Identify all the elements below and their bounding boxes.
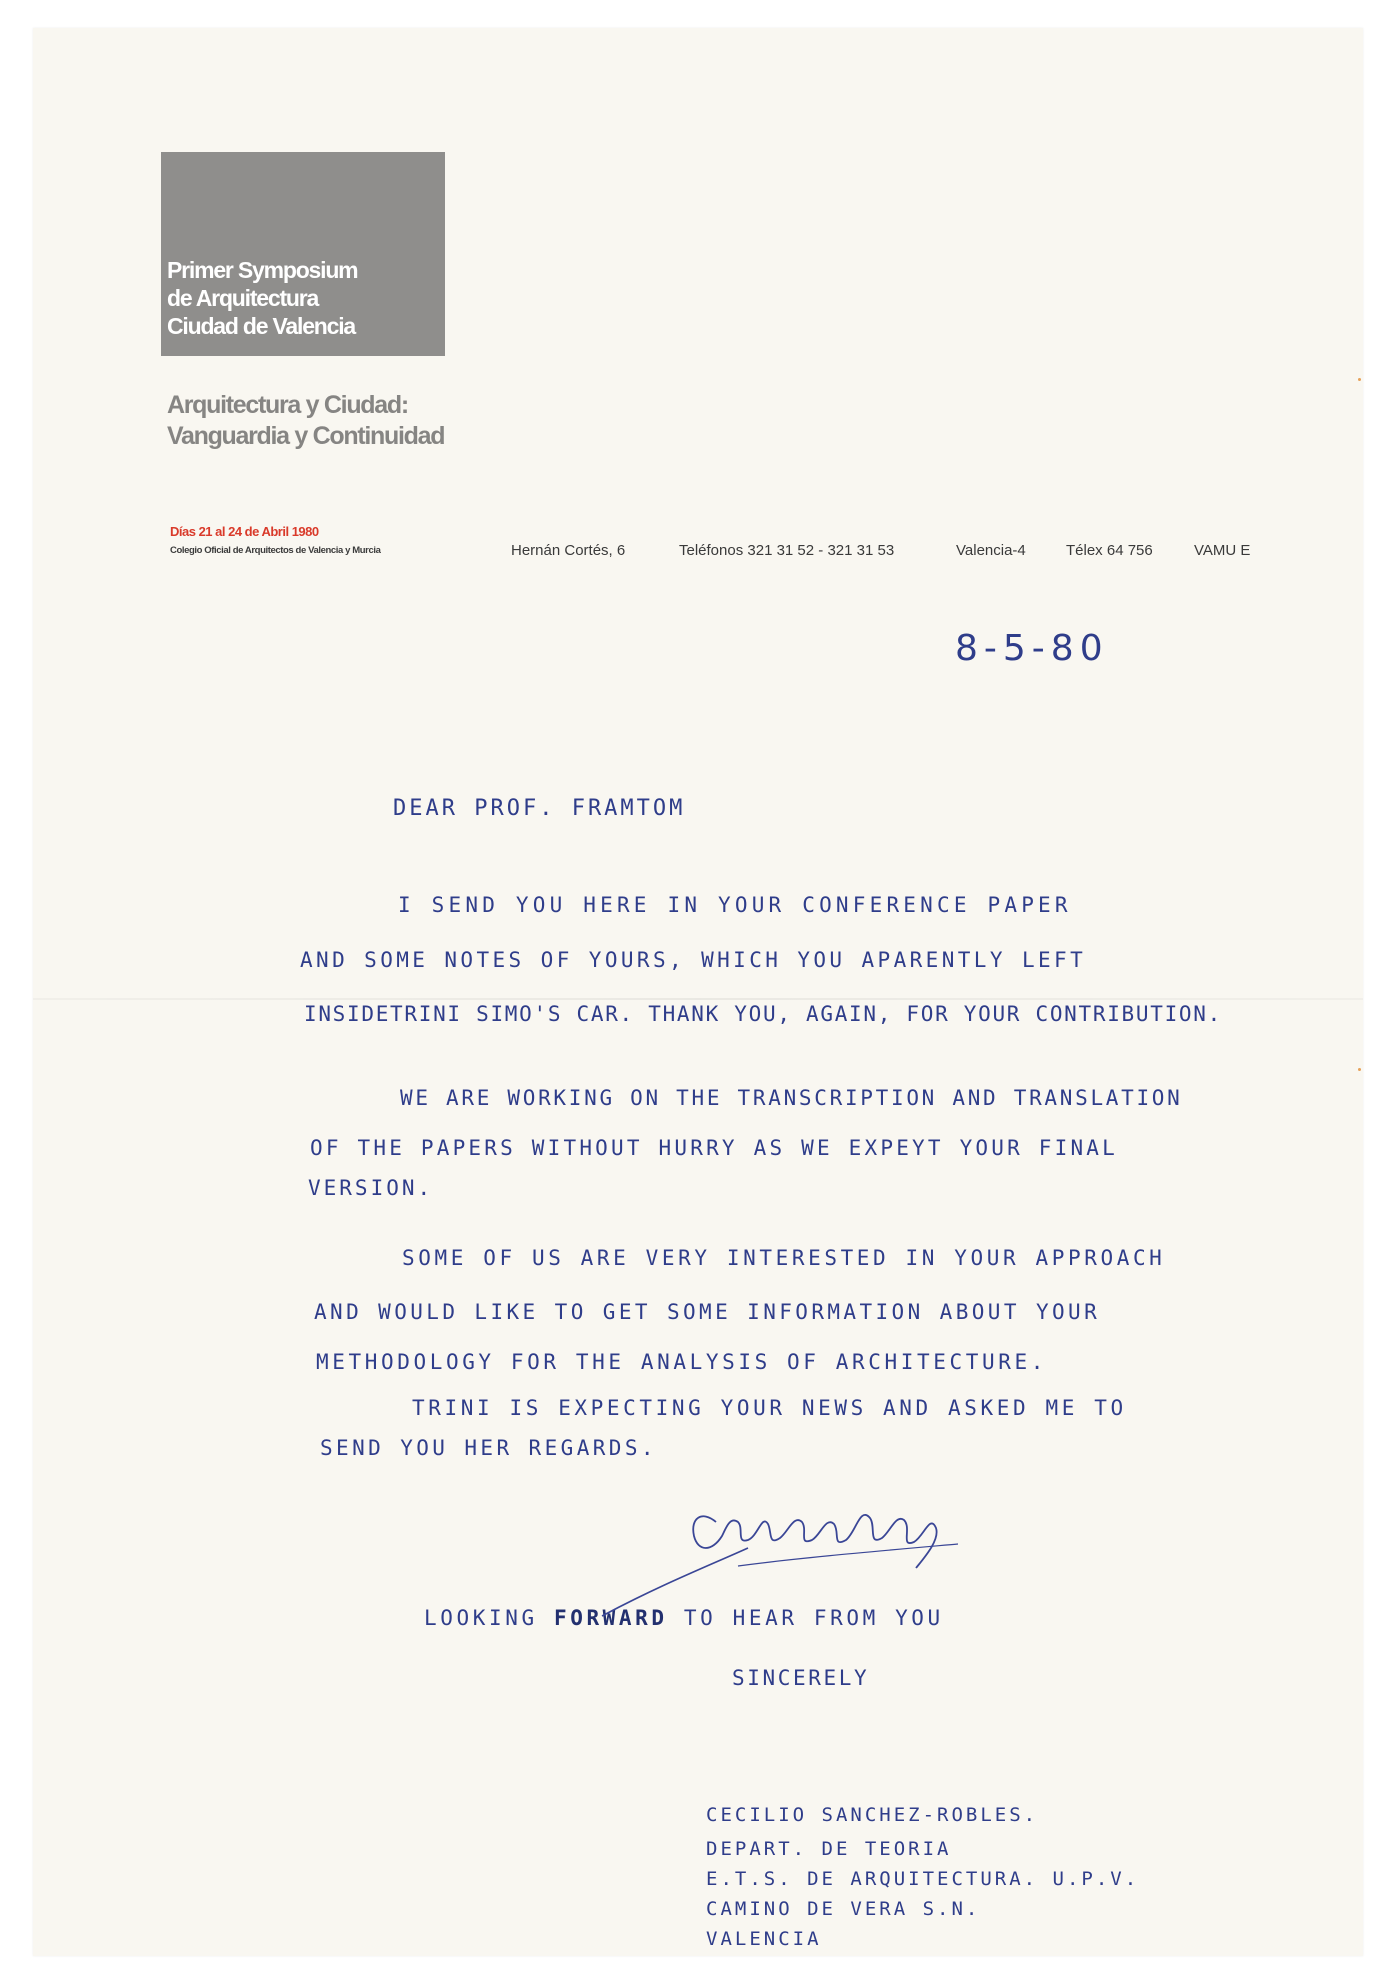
letter-sign-off: SINCERELY [732,1666,870,1690]
closing-word: LOOKING [424,1606,538,1630]
letterhead-city: Valencia-4 [956,542,1026,559]
letterhead-telex-code: VAMU E [1194,542,1251,559]
letter-line: SOME OF US ARE VERY INTERESTED IN YOUR APPROACH [402,1246,1166,1270]
letterhead-telex: Télex 64 756 [1066,542,1153,559]
colegio-name: Colegio Oficial de Arquitectos de Valencia y Murcia [170,545,381,556]
handwritten-signature [598,1466,998,1626]
sender-name: CECILIO SANCHEZ-ROBLES. [706,1804,1039,1826]
subtitle-line: Arquitectura y Ciudad: [167,391,408,419]
subtitle-line: Vanguardia y Continuidad [167,422,445,450]
logo-line: de Arquitectura [167,285,319,311]
closing-word: TO HEAR FROM YOU [683,1606,944,1630]
letter-line: VERSION. [308,1176,434,1200]
logo-line: Primer Symposium [167,257,358,283]
paper-fold [33,998,1363,1000]
sender-department: DEPART. DE TEORIA [706,1838,952,1860]
letterhead-phones: Teléfonos 321 31 52 - 321 31 53 [679,542,895,559]
letter-line: SEND YOU HER REGARDS. [320,1436,657,1460]
letter-line: AND SOME NOTES OF YOURS, WHICH YOU APARENTLY LEFT [300,948,1087,972]
letter-line: INSIDETRINI SIMO'S CAR. THANK YOU, AGAIN, FOR YOUR CONTRIBUTION. [304,1002,1222,1026]
sender-street: CAMINO DE VERA S.N. [706,1898,981,1920]
letter-line: AND WOULD LIKE TO GET SOME INFORMATION ABOUT YOUR [314,1300,1101,1324]
symposium-dates: Días 21 al 24 de Abril 1980 [170,524,319,539]
sender-city: VALENCIA [706,1928,822,1950]
letter-line: I SEND YOU HERE IN YOUR CONFERENCE PAPER [398,893,1072,917]
letter-date: 8-5-80 [955,628,1109,669]
letter-salutation: DEAR PROF. FRAMTOM [393,796,686,821]
paper-stain [1358,1068,1361,1071]
letterhead-logo-text [167,256,357,340]
sender-school: E.T.S. DE ARQUITECTURA. U.P.V. [706,1868,1140,1890]
logo-line: Ciudad de Valencia [167,313,356,339]
paper-stain [1358,378,1361,381]
letterhead-address: Hernán Cortés, 6 [511,542,626,559]
letter-line: METHODOLOGY FOR THE ANALYSIS OF ARCHITECTURE. [316,1350,1047,1374]
letter-line: TRINI IS EXPECTING YOUR NEWS AND ASKED ME TO [412,1396,1127,1420]
closing-word-bold: FORWARD [553,1606,668,1630]
letter-line: WE ARE WORKING ON THE TRANSCRIPTION AND TRANSLATION [400,1086,1183,1110]
letterhead-subtitle [167,390,444,452]
letter-line: OF THE PAPERS WITHOUT HURRY AS WE EXPEYT YOUR FINAL [310,1136,1118,1160]
